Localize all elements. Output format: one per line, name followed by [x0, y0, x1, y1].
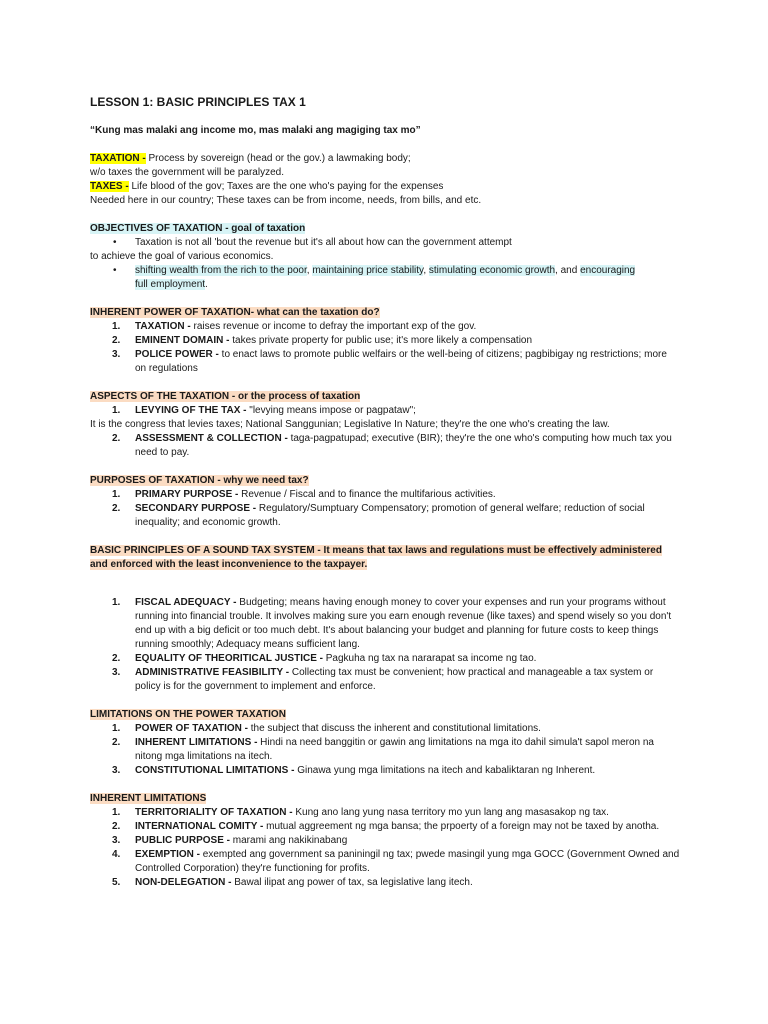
bullet-item: • shifting wealth from the rich to the poor, maintaining price stability, stimulating economic growth, and encouraging full employment. — [90, 264, 680, 292]
list-item: 2. INHERENT LIMITATIONS - Hindi na need banggitin or gawin ang limitations na mga ito dahil simula't sapol meron na nitong mga limitations na itech. — [112, 737, 654, 762]
lesson-quote: “Kung mas malaki ang income mo, mas malaki ang magiging tax mo” — [90, 125, 421, 136]
section-heading: LIMITATIONS ON THE POWER TAXATION — [90, 709, 286, 720]
taxation-term: TAXATION - — [90, 153, 146, 164]
document-body — [90, 94, 680, 890]
list-item: 1. PRIMARY PURPOSE - Revenue / Fiscal and to finance the multifarious activities. — [112, 489, 496, 500]
numbered-list — [90, 806, 680, 890]
taxation-line: TAXATION - Process by sovereign (head or the gov.) a lawmaking body; — [90, 153, 411, 164]
numbered-list — [90, 320, 680, 376]
list-item: 2. SECONDARY PURPOSE - Regulatory/Sumptuary Compensatory; promotion of general welfare; reduction of social inequality; and economic growth. — [112, 503, 645, 528]
aspects-section — [90, 390, 680, 460]
taxes-line: TAXES - Life blood of the gov; Taxes are the one who's paying for the expenses — [90, 181, 444, 192]
list-item: 3. POLICE POWER - to enact laws to promote public welfairs or the well-being of citizens; pagbibigay ng restrictions; more on regulations — [112, 349, 667, 374]
list-item: 1. TAXATION - raises revenue or income to defray the important exp of the gov. — [112, 321, 477, 332]
numbered-list — [90, 596, 680, 694]
list-item: 3. CONSTITUTIONAL LIMITATIONS - Ginawa yung mga limitations na itech and kabaliktaran ng Inherent. — [112, 765, 596, 776]
taxation-line-2: w/o taxes the government will be paralyzed. — [90, 167, 284, 178]
limitations-section — [90, 708, 680, 778]
intro-section — [90, 152, 680, 208]
list-item: 2. EMINENT DOMAIN - takes private property for public use; it's more likely a compensation — [112, 335, 533, 346]
taxes-line-2: Needed here in our country; These taxes can be from income, needs, from bills, and etc. — [90, 195, 482, 206]
section-heading: INHERENT LIMITATIONS — [90, 793, 207, 804]
numbered-list — [90, 722, 680, 778]
section-heading: INHERENT POWER OF TAXATION- what can the taxation do? — [90, 307, 380, 318]
section-heading: PURPOSES OF TAXATION - why we need tax? — [90, 475, 309, 486]
section-heading: ASPECTS OF THE TAXATION - or the process of taxation — [90, 391, 361, 402]
aspects-note: It is the congress that levies taxes; National Sanggunian; Legislative In Nature; they're the one who's creating the law. — [90, 419, 610, 430]
purposes-section — [90, 474, 680, 530]
list-item: 1. LEVYING OF THE TAX - "levying means impose or pagpataw"; — [112, 405, 416, 416]
inherent-limitations-section — [90, 792, 680, 890]
list-item: 1. FISCAL ADEQUACY - Budgeting; means having enough money to cover your expenses and run your programs without running into financial trouble. It involves making sure you earn enough revenue (like taxes) and spend wisely so you don't end up with a big deficit or too much debt. It's about balancing your budget and planning for future costs to keep things running smoothly; Adequacy means sufficient lang. — [112, 597, 672, 650]
numbered-list — [90, 488, 680, 530]
list-item: 1. TERRITORIALITY OF TAXATION - Kung ano lang yung nasa territory mo yun lang ang masasakop ng tax. — [112, 807, 609, 818]
list-item: 3. PUBLIC PURPOSE - marami ang nakikinabang — [112, 835, 348, 846]
bullet-continuation: to achieve the goal of various economics. — [90, 251, 274, 262]
inherent-power-section — [90, 306, 680, 376]
list-item: 4. EXEMPTION - exempted ang government sa paniningil ng tax; pwede masingil yung mga GOCC (Government Owned and Controlled Corporation) they're functioning for profits. — [112, 849, 680, 874]
list-item: 3. ADMINISTRATIVE FEASIBILITY - Collecting tax must be convenient; how practical and manageable a tax system or policy is for the government to implement and enforce. — [112, 667, 654, 692]
list-item: 1. POWER OF TAXATION - the subject that discuss the inherent and constitutional limitations. — [112, 723, 541, 734]
bullet-item: • Taxation is not all 'bout the revenue but it's all about how can the government attempt — [90, 236, 680, 250]
principles-section — [90, 544, 680, 694]
page-title: LESSON 1: BASIC PRINCIPLES TAX 1 — [90, 95, 306, 109]
taxes-term: TAXES - — [90, 181, 129, 192]
numbered-list — [90, 404, 680, 418]
section-heading: OBJECTIVES OF TAXATION - goal of taxation — [90, 223, 306, 234]
list-item: 2. ASSESSMENT & COLLECTION - taga-pagpatupad; executive (BIR); they're the one who's computing how much tax you need to pay. — [112, 433, 672, 458]
list-item: 5. NON-DELEGATION - Bawal ilipat ang power of tax, sa legislative lang itech. — [112, 877, 473, 888]
list-item: 2. INTERNATIONAL COMITY - mutual aggreement ng mga bansa; the prpoerty of a foreign may not be taxed by anotha. — [112, 821, 660, 832]
numbered-list — [90, 432, 680, 460]
list-item: 2. EQUALITY OF THEORITICAL JUSTICE - Pagkuha ng tax na nararapat sa income ng tao. — [112, 653, 537, 664]
section-heading: BASIC PRINCIPLES OF A SOUND TAX SYSTEM - It means that tax laws and regulations must be effectively administered and enforced with the least inconvenience to the taxpayer. — [90, 545, 662, 570]
objectives-section — [90, 222, 680, 292]
